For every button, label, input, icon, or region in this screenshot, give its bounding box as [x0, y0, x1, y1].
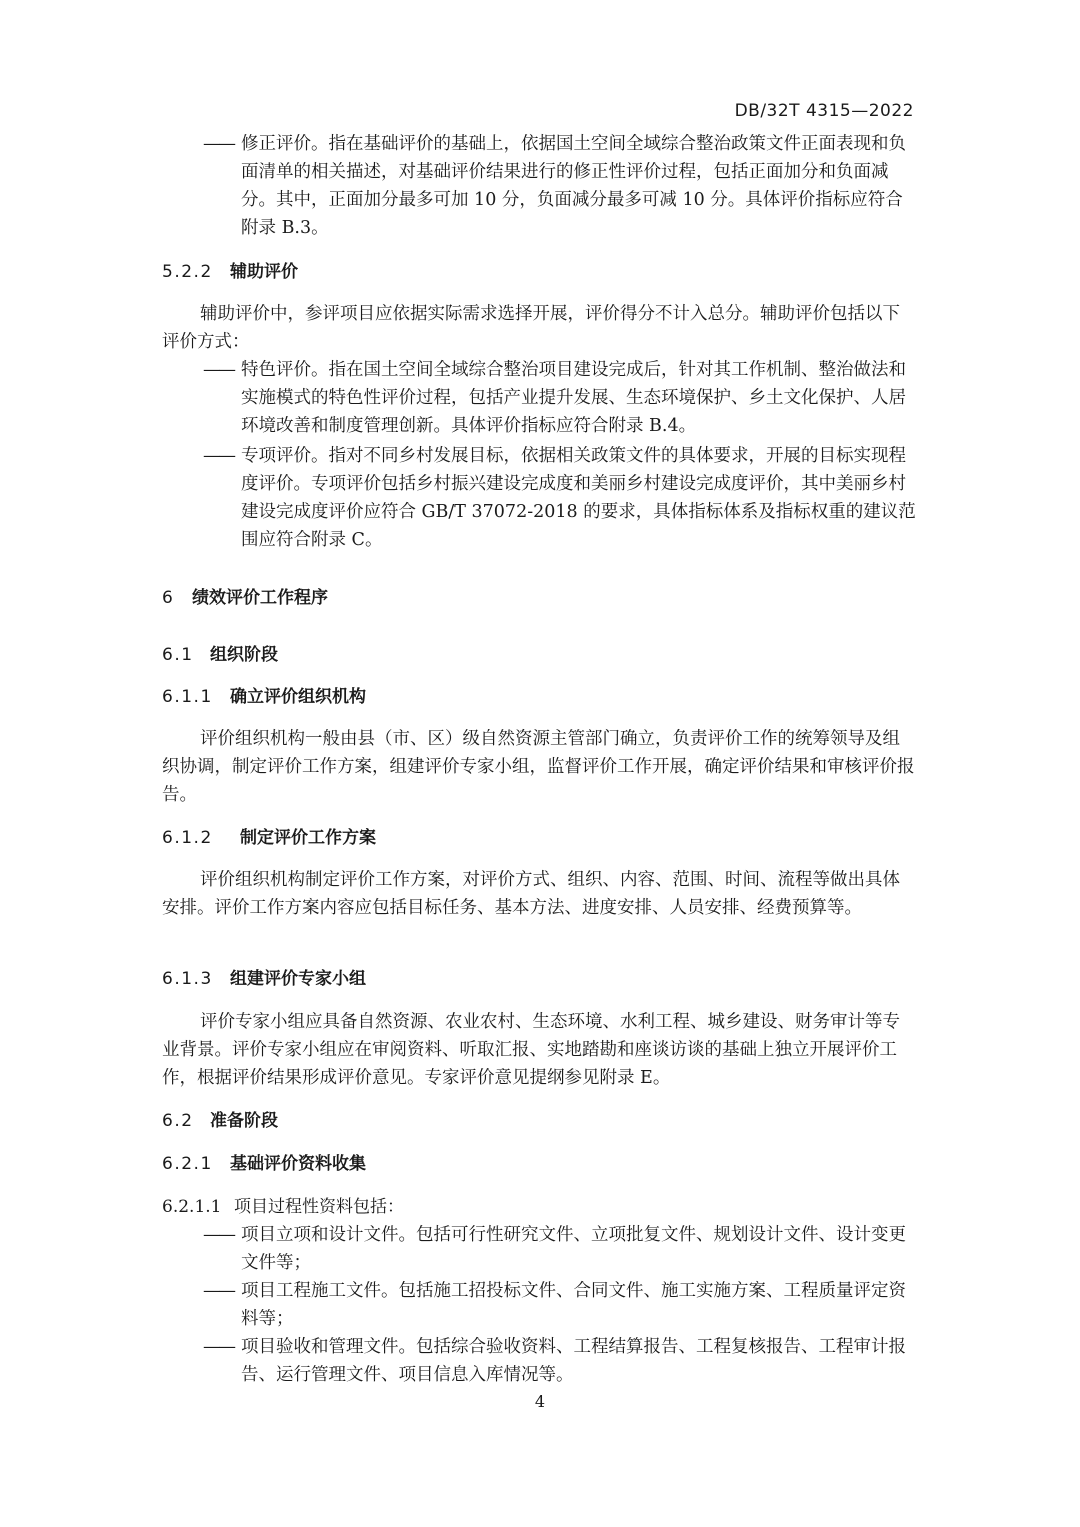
section-number: 6.1.2 [162, 828, 213, 848]
list-item-text: 特色评价。指在国土空间全域综合整治项目建设完成后，针对其工作机制、整治做法和实施模式的特色性评价过程，包括产业提升发展、生态环境保护、乡土文化保护、人居环境改善和制度管理创新。具体评价指标应符合附录 B.4。 [241, 360, 906, 436]
section-number: 6.1.1 [162, 687, 213, 707]
list-dash: —— [203, 360, 234, 380]
section-heading [0, 824, 1080, 852]
document-id: DB/32T 4315—2022 [734, 101, 914, 121]
list-item-text: 项目验收和管理文件。包括综合验收资料、工程结算报告、工程复核报告、工程审计报告、运行管理文件、项目信息入库情况等。 [241, 1337, 906, 1385]
list-item-text: 项目工程施工文件。包括施工招投标文件、合同文件、施工实施方案、工程质量评定资料等； [241, 1281, 906, 1329]
section-title: 基础评价资料收集 [230, 1154, 366, 1174]
section-heading [0, 641, 1080, 669]
list-dash: —— [203, 446, 234, 466]
section-number: 6.2 [162, 1111, 194, 1131]
paragraph: 评价组织机构制定评价工作方案，对评价方式、组织、内容、范围、时间、流程等做出具体安排。评价工作方案内容应包括目标任务、基本方法、进度安排、人员安排、经费预算等。 [162, 870, 900, 918]
list-item [0, 1333, 1080, 1389]
section-heading [0, 965, 1080, 993]
section-title: 确立评价组织机构 [230, 687, 366, 707]
list-item [0, 1221, 1080, 1277]
section-title: 绩效评价工作程序 [192, 588, 328, 608]
list-item [0, 442, 1080, 554]
list-item-text: 修正评价。指在基础评价的基础上，依据国土空间全域综合整治政策文件正面表现和负面清单的相关描述，对基础评价结果进行的修正性评价过程，包括正面加分和负面减分。其中，正面加分最多可加 10 分，负面减分最多可减 10 分。具体评价指标应符合附录 B.3。 [241, 134, 906, 238]
list-item-text: 专项评价。指对不同乡村发展目标，依据相关政策文件的具体要求，开展的目标实现程度评价。专项评价包括乡村振兴建设完成度和美丽乡村建设完成度评价，其中美丽乡村建设完成度评价应符合 GB/T 37072-2018 的要求，具体指标体系及指标权重的建议范围应符合附录 C。 [241, 446, 916, 550]
section-heading [0, 683, 1080, 711]
list-item [0, 130, 1080, 242]
section-number: 5.2.2 [162, 262, 213, 282]
list-dash: —— [203, 134, 234, 154]
section-number: 6.2.1 [162, 1154, 213, 1174]
section-number: 6.1 [162, 645, 194, 665]
clause-text: 项目过程性资料包括： [234, 1197, 404, 1217]
section-number: 6 [162, 588, 175, 608]
section-title: 制定评价工作方案 [240, 828, 376, 848]
section-title: 组建评价专家小组 [230, 969, 366, 989]
page-number: 4 [534, 1392, 546, 1411]
list-dash: —— [203, 1281, 234, 1301]
list-item [0, 356, 1080, 440]
section-heading [0, 258, 1080, 286]
section-title: 组织阶段 [210, 645, 278, 665]
section-title: 准备阶段 [210, 1111, 278, 1131]
list-item [0, 1277, 1080, 1333]
paragraph: 评价专家小组应具备自然资源、农业农村、生态环境、水利工程、城乡建设、财务审计等专业背景。评价专家小组应在审阅资料、听取汇报、实地踏勘和座谈访谈的基础上独立开展评价工作，根据评价结果形成评价意见。专家评价意见提纲参见附录 E。 [162, 1012, 900, 1088]
section-heading [0, 1107, 1080, 1135]
chapter-heading [0, 584, 1080, 612]
clause-number: 6.2.1.1 [162, 1197, 222, 1217]
section-number: 6.1.3 [162, 969, 213, 989]
list-item-text: 项目立项和设计文件。包括可行性研究文件、立项批复文件、规划设计文件、设计变更文件等； [241, 1225, 906, 1273]
list-dash: —— [203, 1337, 234, 1357]
section-title: 辅助评价 [230, 262, 298, 282]
paragraph: 辅助评价中，参评项目应依据实际需求选择开展，评价得分不计入总分。辅助评价包括以下评价方式： [162, 304, 900, 352]
clause [0, 1193, 1080, 1221]
paragraph: 评价组织机构一般由县（市、区）级自然资源主管部门确立，负责评价工作的统筹领导及组织协调，制定评价工作方案，组建评价专家小组，监督评价工作开展，确定评价结果和审核评价报告。 [162, 729, 915, 805]
section-heading [0, 1150, 1080, 1178]
list-dash: —— [203, 1225, 234, 1245]
